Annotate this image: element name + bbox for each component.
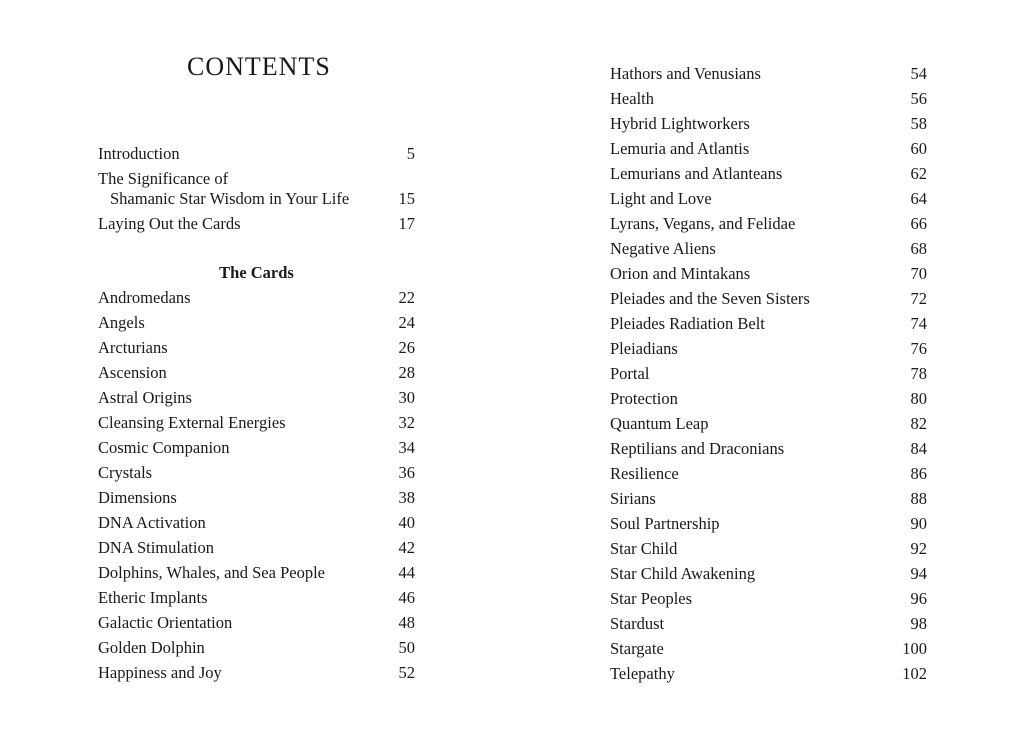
toc-entry-title: Dimensions: [98, 488, 177, 507]
toc-entry[interactable]: [610, 139, 927, 159]
toc-entry[interactable]: [610, 664, 927, 684]
toc-entry-page: 82: [910, 414, 927, 433]
toc-entry-title: Star Child: [610, 539, 678, 558]
toc-entry[interactable]: [98, 214, 415, 234]
toc-entry-page: 100: [902, 639, 927, 658]
toc-entry[interactable]: [610, 589, 927, 609]
toc-entry-title: Pleiades and the Seven Sisters: [610, 289, 810, 308]
toc-entry[interactable]: [610, 414, 927, 434]
toc-entry-title: Reptilians and Draconians: [610, 439, 785, 458]
toc-entry-page: 80: [910, 389, 927, 408]
toc-entry[interactable]: [610, 89, 927, 109]
toc-entry-page: 26: [398, 338, 415, 357]
toc-entry-page: 86: [910, 464, 927, 483]
toc-entry[interactable]: [610, 489, 927, 509]
toc-entry[interactable]: [610, 164, 927, 184]
toc-entry-title-line2: Shamanic Star Wisdom in Your Life: [110, 189, 350, 208]
page-title: CONTENTS: [187, 52, 331, 81]
toc-entry-title: Protection: [610, 389, 678, 408]
toc-entry[interactable]: [98, 638, 415, 658]
toc-entry-page: 66: [910, 214, 927, 233]
toc-entry-title: Stardust: [610, 614, 665, 633]
toc-entry-page: 92: [910, 539, 927, 558]
toc-entry-page: 90: [910, 514, 927, 533]
toc-entry-page: 96: [910, 589, 927, 608]
section-heading: The Cards: [219, 263, 294, 282]
toc-entry-title: Resilience: [610, 464, 679, 483]
toc-entry[interactable]: [610, 314, 927, 334]
toc-entry-title: Cosmic Companion: [98, 438, 230, 457]
toc-entry[interactable]: [610, 564, 927, 584]
toc-entry-title: Laying Out the Cards: [98, 214, 241, 233]
toc-entry-title: Lyrans, Vegans, and Felidae: [610, 214, 796, 233]
toc-entry-page: 98: [910, 614, 927, 633]
toc-entry-page: 70: [910, 264, 927, 283]
toc-entry-title: Star Child Awakening: [610, 564, 756, 583]
toc-entry-page: 64: [910, 189, 927, 208]
toc-entry-title: Quantum Leap: [610, 414, 709, 433]
toc-entry[interactable]: [610, 614, 927, 634]
toc-entry[interactable]: [610, 239, 927, 259]
toc-entry[interactable]: [610, 639, 927, 659]
toc-entry-title: Stargate: [610, 639, 664, 658]
toc-entry-title: Golden Dolphin: [98, 638, 205, 657]
toc-entry-page: 36: [398, 463, 415, 482]
toc-entry-page: 15: [398, 189, 415, 208]
toc-entry[interactable]: [610, 64, 927, 84]
toc-entry-title: Health: [610, 89, 654, 108]
toc-entry-title: DNA Activation: [98, 513, 206, 532]
toc-entry-page: 102: [902, 664, 927, 683]
toc-entry-page: 72: [910, 289, 927, 308]
toc-entry-page: 74: [910, 314, 927, 333]
toc-entry-page: 38: [398, 488, 415, 507]
toc-entry-page: 88: [910, 489, 927, 508]
toc-entry[interactable]: [98, 338, 415, 358]
toc-entry-page: 68: [910, 239, 927, 258]
toc-entry[interactable]: [610, 114, 927, 134]
toc-entry-title-line1: The Significance of: [98, 169, 229, 188]
toc-entry-page: 84: [910, 439, 927, 458]
toc-entry-page: 46: [398, 588, 415, 607]
toc-entry-title: Orion and Mintakans: [610, 264, 751, 283]
toc-entry-page: 50: [398, 638, 415, 657]
toc-entry-page: 44: [398, 563, 415, 582]
toc-entry-title: Crystals: [98, 463, 153, 482]
toc-entry[interactable]: [610, 539, 927, 559]
toc-entry-title: Arcturians: [98, 338, 168, 357]
toc-entry-page: 42: [398, 538, 415, 557]
toc-entry[interactable]: [98, 288, 415, 308]
toc-entry[interactable]: [98, 363, 415, 383]
toc-entry-title: Angels: [98, 313, 145, 332]
toc-entry-title: Light and Love: [610, 189, 712, 208]
toc-entry-title: Happiness and Joy: [98, 663, 222, 682]
toc-entry[interactable]: [98, 413, 415, 433]
toc-entry[interactable]: [98, 513, 415, 533]
toc-entry-title: Portal: [610, 364, 650, 383]
toc-entry-title: Lemurians and Atlanteans: [610, 164, 783, 183]
toc-entry-page: 28: [398, 363, 415, 382]
toc-entry-page: 34: [398, 438, 415, 457]
toc-entry-title: Negative Aliens: [610, 239, 716, 258]
toc-entry[interactable]: [98, 388, 415, 408]
toc-entry-page: 78: [910, 364, 927, 383]
toc-entry-title: Hathors and Venusians: [610, 64, 761, 83]
toc-entry-page: 52: [398, 663, 415, 682]
toc-entry-title: DNA Stimulation: [98, 538, 214, 557]
toc-entry-page: 22: [398, 288, 415, 307]
toc-entry[interactable]: [98, 563, 415, 583]
toc-entry-page: 58: [910, 114, 927, 133]
toc-entry-page: 32: [398, 413, 415, 432]
toc-entry-page: 54: [910, 64, 927, 83]
toc-entry-title: Hybrid Lightworkers: [610, 114, 750, 133]
toc-entry[interactable]: [610, 389, 927, 409]
toc-entry-title: Soul Partnership: [610, 514, 720, 533]
toc-entry-page: 60: [910, 139, 927, 158]
toc-entry-title: Pleiades Radiation Belt: [610, 314, 765, 333]
toc-entry[interactable]: [98, 613, 415, 633]
toc-entry-title: Pleiadians: [610, 339, 678, 358]
toc-entry[interactable]: [610, 364, 927, 384]
toc-entry-page: 76: [910, 339, 927, 358]
toc-entry-title: Star Peoples: [610, 589, 693, 608]
toc-entry[interactable]: [610, 439, 927, 459]
toc-entry-page: 30: [398, 388, 415, 407]
toc-entry[interactable]: [98, 144, 415, 164]
toc-entry-page: 24: [398, 313, 415, 332]
toc-entry-page: 48: [398, 613, 415, 632]
toc-entry-page: 17: [398, 214, 415, 233]
toc-entry-title: Cleansing External Energies: [98, 413, 286, 432]
toc-entry-page: 56: [910, 89, 927, 108]
toc-entry-title: Astral Origins: [98, 388, 192, 407]
toc-entry[interactable]: [610, 289, 927, 309]
toc-entry-title: Ascension: [98, 363, 167, 382]
toc-entry-title: Galactic Orientation: [98, 613, 233, 632]
toc-entry-title: Introduction: [98, 144, 180, 163]
toc-entry-page: 40: [398, 513, 415, 532]
toc-entry[interactable]: [98, 538, 415, 558]
toc-entry-page: 5: [406, 144, 415, 163]
toc-entry-page: 94: [910, 564, 927, 583]
toc-entry[interactable]: [98, 488, 415, 508]
toc-entry[interactable]: [610, 189, 927, 209]
toc-entry[interactable]: [610, 264, 927, 284]
toc-entry[interactable]: [98, 438, 415, 458]
toc-entry[interactable]: [610, 214, 927, 234]
toc-entry[interactable]: [98, 169, 415, 209]
toc-entry[interactable]: [98, 588, 415, 608]
toc-entry-title: Dolphins, Whales, and Sea People: [98, 563, 325, 582]
toc-entry-title: [98, 169, 349, 209]
toc-entry[interactable]: [98, 463, 415, 483]
toc-entry-page: 62: [910, 164, 927, 183]
toc-entry[interactable]: [610, 464, 927, 484]
toc-entry-title: Etheric Implants: [98, 588, 208, 607]
toc-entry-title: Telepathy: [610, 664, 675, 683]
toc-entry-title: Sirians: [610, 489, 656, 508]
toc-entry-title: Lemuria and Atlantis: [610, 139, 750, 158]
toc-entry[interactable]: [610, 339, 927, 359]
toc-entry[interactable]: [98, 313, 415, 333]
toc-entry[interactable]: [610, 514, 927, 534]
toc-entry[interactable]: [98, 663, 415, 683]
toc-entry-title: Andromedans: [98, 288, 191, 307]
